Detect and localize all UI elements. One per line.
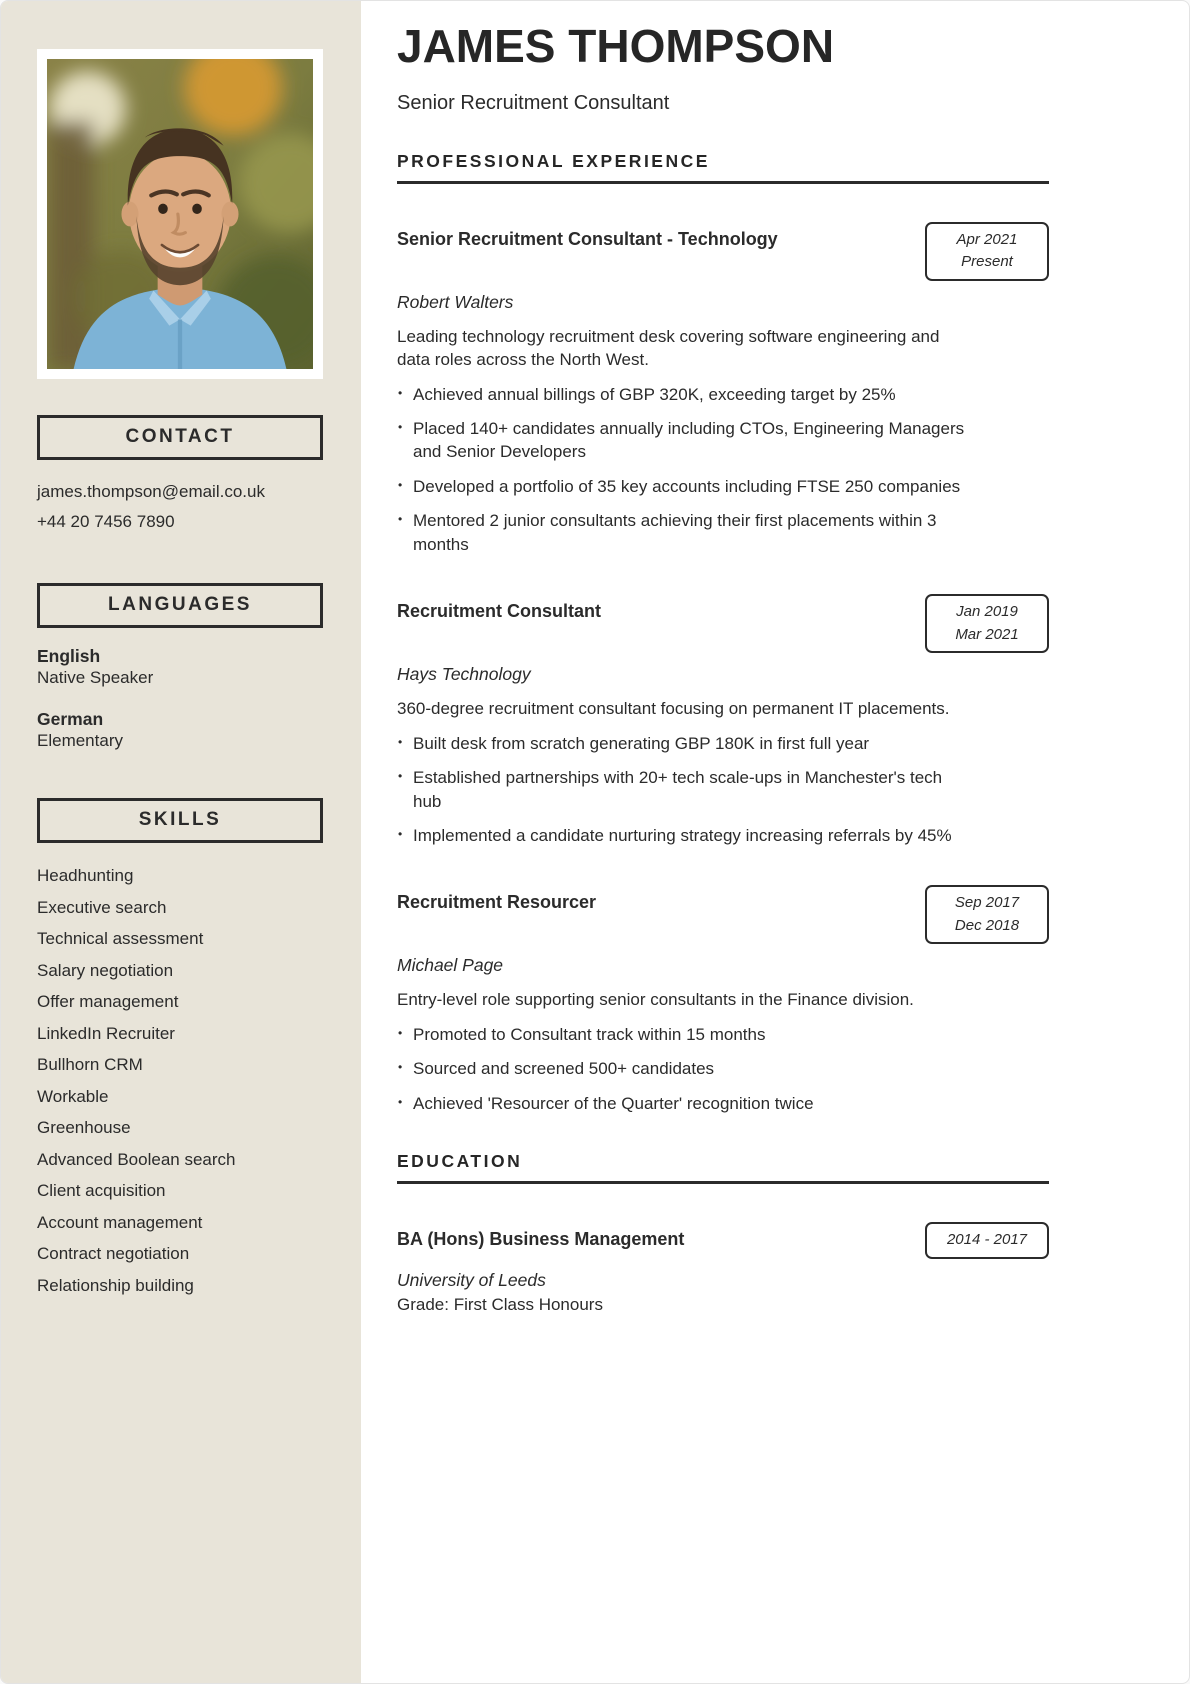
experience-section-title: PROFESSIONAL EXPERIENCE bbox=[397, 151, 1049, 184]
skill-item: Relationship building bbox=[37, 1275, 194, 1295]
entry-role: Senior Recruitment Consultant - Technology bbox=[397, 228, 778, 249]
bullet-item: • Built desk from scratch generating GBP 180K in first full year bbox=[397, 732, 975, 755]
entry-date-box bbox=[925, 222, 1049, 281]
skill-item: Advanced Boolean search bbox=[37, 1149, 236, 1169]
entry-role: Recruitment Consultant bbox=[397, 601, 602, 622]
date-end: Present bbox=[961, 253, 1013, 271]
entry-date-box bbox=[925, 594, 1049, 653]
bullet-item: • Established partnerships with 20+ tech scale-ups in Manchester's tech hub bbox=[397, 766, 975, 813]
skill-item: Account management bbox=[37, 1212, 203, 1232]
experience-entry bbox=[397, 222, 1049, 557]
experience-entry bbox=[397, 594, 1049, 847]
language-level: Native Speaker bbox=[37, 668, 154, 687]
bullet-item: • Sourced and screened 500+ candidates bbox=[397, 1057, 975, 1080]
bullet-item: • Placed 140+ candidates annually including CTOs, Engineering Managers and Senior Developers bbox=[397, 417, 975, 464]
bullet-item: • Achieved 'Resourcer of the Quarter' recognition twice bbox=[397, 1092, 975, 1115]
skills-list bbox=[37, 860, 323, 1301]
skill-item: Offer management bbox=[37, 992, 179, 1011]
education-school: University of Leeds bbox=[397, 1269, 546, 1290]
date-end: Mar 2021 bbox=[955, 625, 1019, 643]
language-level: Elementary bbox=[37, 731, 123, 750]
bullet-item: • Implemented a candidate nurturing strategy increasing referrals by 45% bbox=[397, 824, 975, 847]
bullet-item: • Developed a portfolio of 35 key accounts including FTSE 250 companies bbox=[397, 475, 975, 498]
entry-date-box bbox=[925, 885, 1049, 944]
language-name: German bbox=[37, 709, 104, 729]
main-content bbox=[361, 1, 1189, 1683]
profile-photo-frame bbox=[37, 49, 323, 379]
skill-item: LinkedIn Recruiter bbox=[37, 1023, 175, 1043]
experience-entry bbox=[397, 885, 1049, 1115]
education-degree: BA (Hons) Business Management bbox=[397, 1229, 685, 1250]
education-entry bbox=[397, 1222, 1049, 1315]
entry-role: Recruitment Resourcer bbox=[397, 892, 597, 913]
skill-item: Technical assessment bbox=[37, 929, 204, 948]
skills-section-title: SKILLS bbox=[37, 798, 323, 843]
date-start: Sep 2017 bbox=[954, 894, 1020, 912]
entry-company: Robert Walters bbox=[397, 291, 514, 312]
entry-summary: Entry-level role supporting senior consultants in the Finance division. bbox=[397, 990, 914, 1010]
skill-item: Headhunting bbox=[37, 866, 134, 885]
skill-item: Client acquisition bbox=[37, 1181, 166, 1200]
sidebar bbox=[1, 1, 361, 1683]
skill-item: Greenhouse bbox=[37, 1118, 131, 1137]
bullet-item: • Mentored 2 junior consultants achieving their first placements within 3 months bbox=[397, 509, 975, 556]
languages-section-title: LANGUAGES bbox=[37, 583, 323, 628]
skill-item: Contract negotiation bbox=[37, 1244, 190, 1263]
date-range: 2014 - 2017 bbox=[946, 1231, 1028, 1249]
entry-bullets bbox=[397, 732, 1049, 848]
bullet-item: • Promoted to Consultant track within 15 months bbox=[397, 1023, 975, 1046]
entry-bullets bbox=[397, 1023, 1049, 1115]
profile-photo bbox=[47, 59, 313, 369]
contact-section-title: CONTACT bbox=[37, 415, 323, 460]
education-date-box bbox=[925, 1222, 1049, 1259]
date-end: Dec 2018 bbox=[954, 916, 1020, 934]
entry-company: Hays Technology bbox=[397, 664, 531, 685]
entry-summary: Leading technology recruitment desk covering software engineering and data roles across the North West. bbox=[397, 326, 940, 370]
person-name: JAMES THOMPSON bbox=[397, 20, 835, 72]
language-item bbox=[37, 645, 323, 689]
date-start: Apr 2021 bbox=[956, 230, 1018, 248]
contact-phone: +44 20 7456 7890 bbox=[37, 512, 175, 531]
entry-company: Michael Page bbox=[397, 955, 504, 976]
skill-item: Executive search bbox=[37, 897, 167, 917]
language-name: English bbox=[37, 646, 101, 666]
education-section-title: EDUCATION bbox=[397, 1151, 1049, 1184]
skill-item: Bullhorn CRM bbox=[37, 1055, 143, 1074]
entry-summary: 360-degree recruitment consultant focusing on permanent IT placements. bbox=[397, 699, 950, 719]
person-job-title: Senior Recruitment Consultant bbox=[397, 91, 670, 114]
entry-bullets bbox=[397, 383, 1049, 557]
skill-item: Workable bbox=[37, 1086, 109, 1106]
education-grade: Grade: First Class Honours bbox=[397, 1294, 603, 1314]
language-item bbox=[37, 708, 323, 752]
contact-email: james.thompson@email.co.uk bbox=[37, 482, 265, 501]
bullet-item: • Achieved annual billings of GBP 320K, exceeding target by 25% bbox=[397, 383, 975, 406]
date-start: Jan 2019 bbox=[956, 603, 1018, 621]
skill-item: Salary negotiation bbox=[37, 960, 174, 980]
